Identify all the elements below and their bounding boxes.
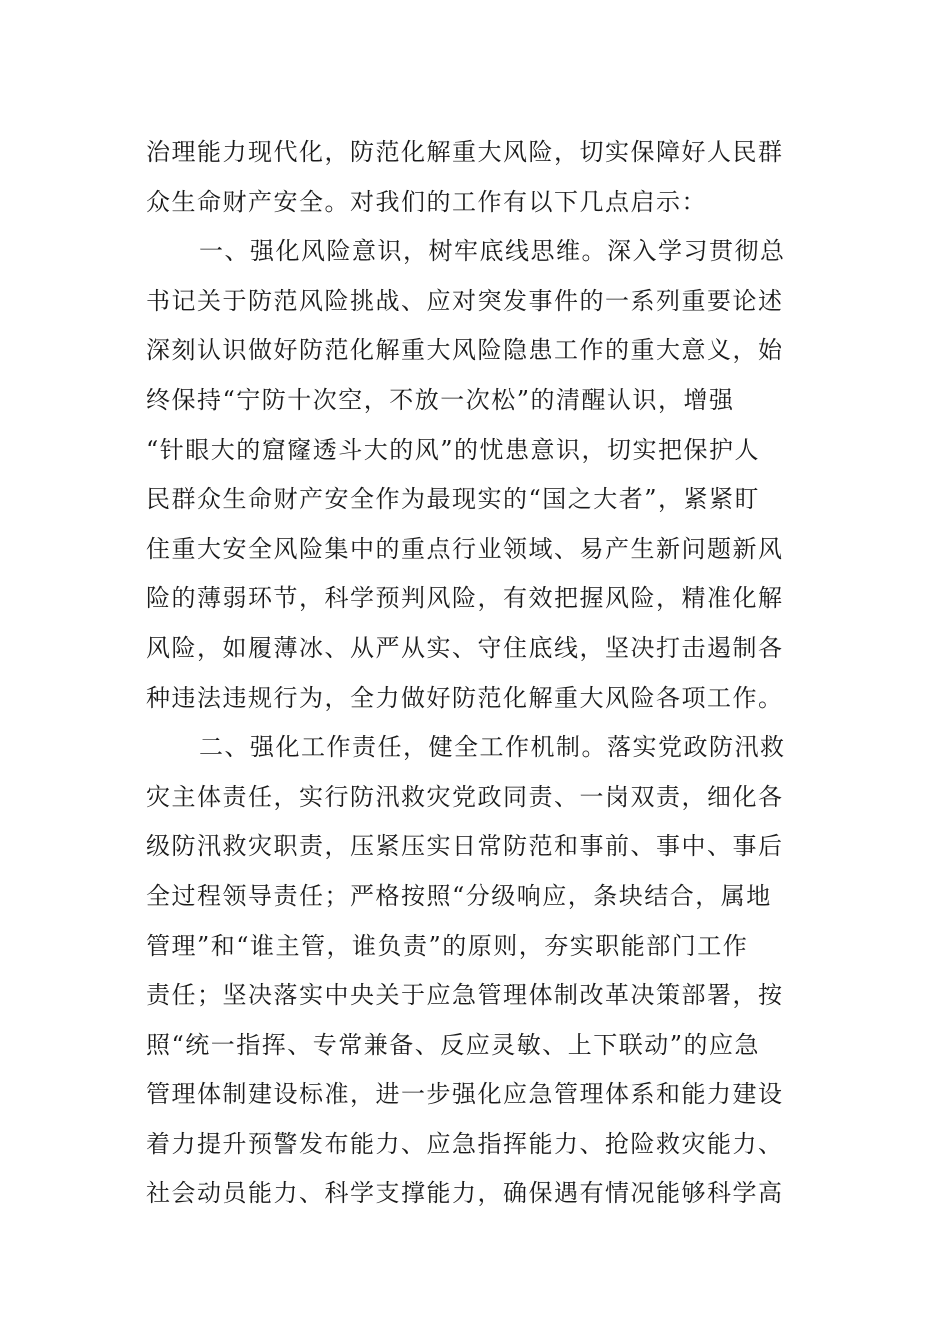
- text-line: 管理”和“谁主管，谁负责”的原则，夯实职能部门工作: [146, 931, 749, 960]
- text-line: 全过程领导责任；严格按照“分级响应，条块结合，属地: [146, 881, 772, 910]
- text-line: 险的薄弱环节，科学预判风险，有效把握风险，精准化解: [146, 584, 784, 613]
- text-line: 照“统一指挥、专常兼备、反应灵敏、上下联动”的应急: [146, 1030, 761, 1059]
- text-line: 住重大安全风险集中的重点行业领域、易产生新问题新风: [146, 534, 784, 563]
- paragraph-heading-2: 二、强化工作责任，健全工作机制。落实党政防汛救: [199, 733, 786, 762]
- text-line: 级防汛救灾职责，压紧压实日常防范和事前、事中、事后: [146, 832, 784, 861]
- text-line: “针眼大的窟窿透斗大的风”的忧患意识，切实把保护人: [146, 435, 761, 464]
- body-text: [146, 128, 806, 1219]
- text-line: 风险，如履薄冰、从严从实、守住底线，坚决打击遏制各: [146, 633, 784, 662]
- text-line: 深刻认识做好防范化解重大风险隐患工作的重大意义，始: [146, 336, 784, 365]
- text-line: 终保持“宁防十次空，不放一次松”的清醒认识，增强: [146, 385, 735, 414]
- text-line: 民群众生命财产安全作为最现实的“国之大者”，紧紧盯: [146, 485, 761, 514]
- text-line: 灾主体责任，实行防汛救灾党政同责、一岗双责，细化各: [146, 782, 784, 811]
- text-line: 社会动员能力、科学支撑能力，确保遇有情况能够科学高: [146, 1179, 784, 1208]
- text-line: 种违法违规行为，全力做好防范化解重大风险各项工作。: [146, 683, 784, 712]
- text-line: 治理能力现代化，防范化解重大风险，切实保障好人民群: [146, 138, 784, 166]
- text-line: 众生命财产安全。对我们的工作有以下几点启示：: [146, 187, 707, 216]
- text-line: 管理体制建设标准，进一步强化应急管理体系和能力建设: [146, 1080, 784, 1109]
- paragraph-heading-1: 一、强化风险意识，树牢底线思维。深入学习贯彻总: [199, 237, 786, 266]
- text-line: 责任；坚决落实中央关于应急管理体制改革决策部署，按: [146, 981, 784, 1010]
- text-line: 着力提升预警发布能力、应急指挥能力、抢险救灾能力、: [146, 1129, 784, 1158]
- text-line: 书记关于防范风险挑战、应对突发事件的一系列重要论述: [146, 286, 784, 315]
